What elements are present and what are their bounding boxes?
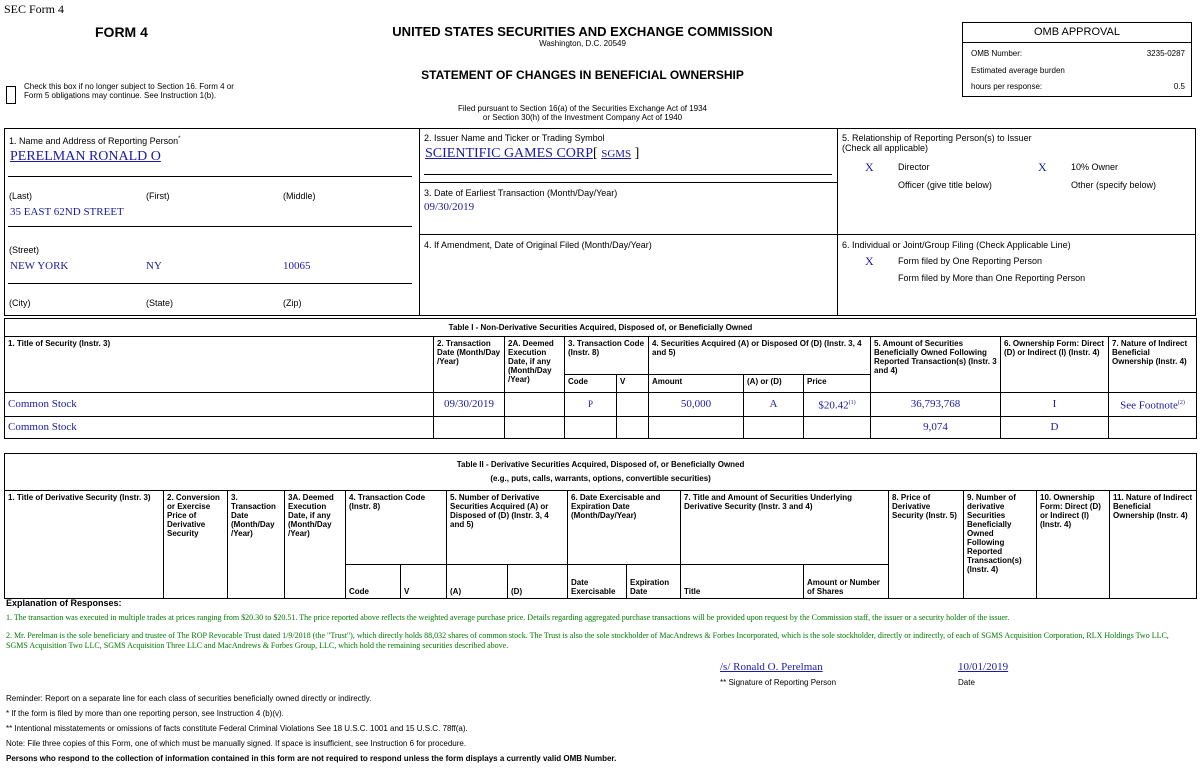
table-non-derivative xyxy=(4,318,1197,439)
row2-form: D xyxy=(1001,417,1109,439)
row1-deemed xyxy=(505,393,565,417)
box1-label-text: 1. Name and Address of Reporting Person xyxy=(9,136,179,146)
omb-approval-box xyxy=(962,22,1192,97)
footer-persons: Persons who respond to the collection of information contained in this form are not required to respond unless the form displays a currently valid OMB Number. xyxy=(6,754,617,763)
t1-h-amount-owned: 5. Amount of Securities Beneficially Owned Following Reported Transaction(s) (Instr. 3 and 4) xyxy=(871,337,1001,393)
t2-h-code-sub: Code xyxy=(346,565,401,599)
t2-h-v-sub: V xyxy=(401,565,447,599)
omb-number: 3235-0287 xyxy=(1146,49,1185,58)
row2-date xyxy=(434,417,505,439)
t2-h-ownership-form: 10. Ownership Form: Direct (D) or Indirect (I) (Instr. 4) xyxy=(1037,491,1110,599)
t1-h-v-sub: V xyxy=(617,375,649,393)
t2-h-conversion: 2. Conversion or Exercise Price of Derivative Security xyxy=(164,491,228,599)
director-check[interactable]: X xyxy=(865,160,874,174)
t1-h-deemed: 2A. Deemed Execution Date, if any (Month/Day /Year) xyxy=(505,337,565,393)
t2-h-code: 4. Transaction Code (Instr. 8) xyxy=(346,491,447,565)
form-number: FORM 4 xyxy=(95,24,148,40)
row1-date: 09/30/2019 xyxy=(434,393,505,417)
footnote-2: 2. Mr. Perelman is the sole beneficiary and trustee of The ROP Revocable Trust dated 1/9/2018 (the "Trust"), which directly holds 88,032 shares of common stock. The Trust is also the sole stockholder of MacAndrews & Forbes Incorporated, which is the sole stockholder, directly or indirectly, of each of SGMS Acquisition Corporation, RLX Holdings Two LLC, SGMS Acquisition Two LLC, SGMS Acquisition Three LLC and MacAndrews & Forbes Group, LLC, which hold the remaining securities described above. xyxy=(6,631,1169,650)
box6-label: 6. Individual or Joint/Group Filing (Check Applicable Line) xyxy=(842,240,1071,250)
row1-price-cell xyxy=(804,393,871,417)
t1-h-code-sub: Code xyxy=(565,375,617,393)
row1-nature: See Footnote xyxy=(1120,399,1178,412)
box2-label: 2. Issuer Name and Ticker or Trading Symbol xyxy=(424,133,605,143)
box1-star: * xyxy=(178,136,181,142)
street-label: (Street) xyxy=(9,245,40,255)
t2-h-deemed: 3A. Deemed Execution Date, if any (Month/Day /Year) xyxy=(285,491,346,599)
ten-percent-owner-check[interactable]: X xyxy=(1038,160,1047,174)
signature-label: ** Signature of Reporting Person xyxy=(720,678,837,687)
t1-h-amount-sub: Amount xyxy=(649,375,744,393)
signature-date: 10/01/2019 xyxy=(958,661,1009,673)
t1-h-price-sub: Price xyxy=(804,375,871,393)
zip-value: 10065 xyxy=(283,260,311,272)
t1-h-aord-sub: (A) or (D) xyxy=(744,375,804,393)
row2-nature xyxy=(1109,417,1197,439)
row2-deemed xyxy=(505,417,565,439)
box1-label xyxy=(9,136,180,146)
box5-sub: (Check all applicable) xyxy=(842,143,929,153)
table1-title: Table I - Non-Derivative Securities Acquired, Disposed of, or Beneficially Owned xyxy=(5,319,1197,337)
statement-title: STATEMENT OF CHANGES IN BENEFICIAL OWNERSHIP xyxy=(421,68,744,82)
state-value: NY xyxy=(146,260,162,272)
ticker-link[interactable]: SGMS xyxy=(601,148,632,160)
street-value: 35 EAST 62ND STREET xyxy=(10,206,124,218)
t2-h-shares-sub: Amount or Number of Shares xyxy=(804,565,889,599)
zip-label: (Zip) xyxy=(283,298,302,308)
one-person-label: Form filed by One Reporting Person xyxy=(898,256,1043,266)
t2-h-price: 8. Price of Derivative Security (Instr. 5) xyxy=(889,491,964,599)
signature-name: /s/ Ronald O. Perelman xyxy=(720,661,823,673)
t2-h-title-sub: Title xyxy=(681,565,804,599)
t2-h-exercisable-sub: Date Exercisable xyxy=(568,565,627,599)
section16-checkbox[interactable] xyxy=(6,86,16,104)
reporting-person-name-link[interactable]: PERELMAN RONALD O xyxy=(10,149,161,164)
table-row xyxy=(5,393,1197,417)
row1-form: I xyxy=(1001,393,1109,417)
city-value: NEW YORK xyxy=(10,260,69,272)
t2-h-expiration-sub: Expiration Date xyxy=(627,565,681,599)
omb-hours-label: hours per response: xyxy=(971,82,1043,91)
bracket-close: ] xyxy=(631,146,640,161)
director-label: Director xyxy=(898,162,930,172)
t1-h-date: 2. Transaction Date (Month/Day /Year) xyxy=(434,337,505,393)
footer-notes xyxy=(6,693,1192,765)
row2-owned: 9,074 xyxy=(871,417,1001,439)
table-row xyxy=(5,417,1197,439)
omb-burden-label: Estimated average burden xyxy=(971,66,1065,75)
row2-aord xyxy=(744,417,804,439)
commission-title: UNITED STATES SECURITIES AND EXCHANGE COMMISSION xyxy=(392,24,773,39)
row1-title: Common Stock xyxy=(5,393,434,417)
t1-h-ownership-form: 6. Ownership Form: Direct (D) or Indirect (I) (Instr. 4) xyxy=(1001,337,1109,393)
city-label: (City) xyxy=(9,298,31,308)
t2-h-underlying: 7. Title and Amount of Securities Underlying Derivative Security (Instr. 3 and 4) xyxy=(681,491,889,565)
t2-h-nature: 11. Nature of Indirect Beneficial Ownership (Instr. 4) xyxy=(1110,491,1197,599)
t2-h-owned: 9. Number of derivative Securities Beneficially Owned Following Reported Transaction(s) (Instr. 4) xyxy=(964,491,1037,599)
omb-title: OMB APPROVAL xyxy=(1034,26,1120,38)
box5-label xyxy=(842,133,1032,153)
row1-nature-footnote: (2) xyxy=(1177,399,1185,406)
filed-line-2: or Section 30(h) of the Investment Company Act of 1940 xyxy=(482,113,683,122)
row1-nature-cell xyxy=(1109,393,1197,417)
issuer-line xyxy=(425,146,639,162)
one-person-check[interactable]: X xyxy=(865,254,874,268)
table-derivative xyxy=(4,453,1197,599)
row1-v xyxy=(617,393,649,417)
filed-line-1: Filed pursuant to Section 16(a) of the Securities Exchange Act of 1934 xyxy=(457,104,708,113)
t1-h-code: 3. Transaction Code (Instr. 8) xyxy=(565,337,649,375)
omb-hours: 0.5 xyxy=(1173,82,1185,91)
box4-label: 4. If Amendment, Date of Original Filed (Month/Day/Year) xyxy=(424,240,652,250)
bracket-open: [ xyxy=(593,146,602,161)
row1-owned: 36,793,768 xyxy=(871,393,1001,417)
table2-title: Table II - Derivative Securities Acquired, Disposed of, or Beneficially Owned xyxy=(456,460,745,469)
state-label: (State) xyxy=(146,298,174,308)
t2-h-title: 1. Title of Derivative Security (Instr. 3) xyxy=(5,491,164,599)
other-label: Other (specify below) xyxy=(1071,180,1157,190)
omb-number-label: OMB Number: xyxy=(971,49,1023,58)
table2-title-cell xyxy=(5,454,1197,491)
earliest-transaction-date: 09/30/2019 xyxy=(424,201,475,213)
t2-h-a-sub: (A) xyxy=(447,565,508,599)
t1-h-acquired: 4. Securities Acquired (A) or Disposed Of (D) (Instr. 3, 4 and 5) xyxy=(649,337,871,375)
t1-h-nature: 7. Nature of Indirect Beneficial Ownership (Instr. 4) xyxy=(1109,337,1197,393)
footer-reminder: Reminder: Report on a separate line for each class of securities beneficially owned directly or indirectly. xyxy=(6,694,372,703)
t1-h-title: 1. Title of Security (Instr. 3) xyxy=(5,337,434,393)
sec-form-label: SEC Form 4 xyxy=(4,2,65,16)
row2-price xyxy=(804,417,871,439)
t2-h-date: 3. Transaction Date (Month/Day /Year) xyxy=(228,491,285,599)
row1-aord: A xyxy=(744,393,804,417)
filed-pursuant xyxy=(300,104,865,122)
row1-amount: 50,000 xyxy=(649,393,744,417)
t2-h-d-sub: (D) xyxy=(508,565,568,599)
row1-code: P xyxy=(565,393,617,417)
box5-label-text: 5. Relationship of Reporting Person(s) to Issuer xyxy=(842,133,1032,143)
more-persons-label: Form filed by More than One Reporting Person xyxy=(898,273,1086,283)
t2-h-number: 5. Number of Derivative Securities Acquired (A) or Disposed of (D) (Instr. 3, 4 and 5) xyxy=(447,491,568,565)
row2-code xyxy=(565,417,617,439)
row1-price-footnote: (1) xyxy=(848,399,856,406)
date-label: Date xyxy=(958,678,975,687)
table2-subtitle: (e.g., puts, calls, warrants, options, convertible securities) xyxy=(490,474,711,483)
row2-amount xyxy=(649,417,744,439)
footer-star1: * If the form is filed by more than one reporting person, see Instruction 4 (b)(v). xyxy=(6,709,284,718)
footnote-1: 1. The transaction was executed in multiple trades at prices ranging from $20.30 to $20.51. The price reported above reflects the weighted average purchase price. Details regarding aggregated purchase transactions will be provided upon request by the Commission staff, the issuer or a security holder of the issuer. xyxy=(6,613,1010,622)
footer-note: Note: File three copies of this Form, one of which must be manually signed. If space is insufficient, see Instruction 6 for procedure. xyxy=(6,739,467,748)
issuer-name-link[interactable]: SCIENTIFIC GAMES CORP xyxy=(425,146,594,161)
footer-star2: ** Intentional misstatements or omissions of facts constitute Federal Criminal Violations See 18 U.S.C. 1001 and 15 U.S.C. 78ff(a). xyxy=(6,724,468,733)
t2-h-exercisable: 6. Date Exercisable and Expiration Date (Month/Day/Year) xyxy=(568,491,681,565)
ten-percent-owner-label: 10% Owner xyxy=(1071,162,1119,172)
officer-label: Officer (give title below) xyxy=(898,180,992,190)
first-label: (First) xyxy=(146,191,170,201)
section16-text: Check this box if no longer subject to Section 16. Form 4 or Form 5 obligations may continue. See Instruction 1(b). xyxy=(24,82,234,100)
row2-title: Common Stock xyxy=(5,417,434,439)
explanation-heading: Explanation of Responses: xyxy=(6,598,122,608)
last-label: (Last) xyxy=(9,191,33,201)
row1-price: $20.42 xyxy=(818,399,849,412)
row2-v xyxy=(617,417,649,439)
box3-label: 3. Date of Earliest Transaction (Month/Day/Year) xyxy=(424,188,618,198)
commission-city: Washington, D.C. 20549 xyxy=(539,39,626,48)
middle-label: (Middle) xyxy=(283,191,316,201)
